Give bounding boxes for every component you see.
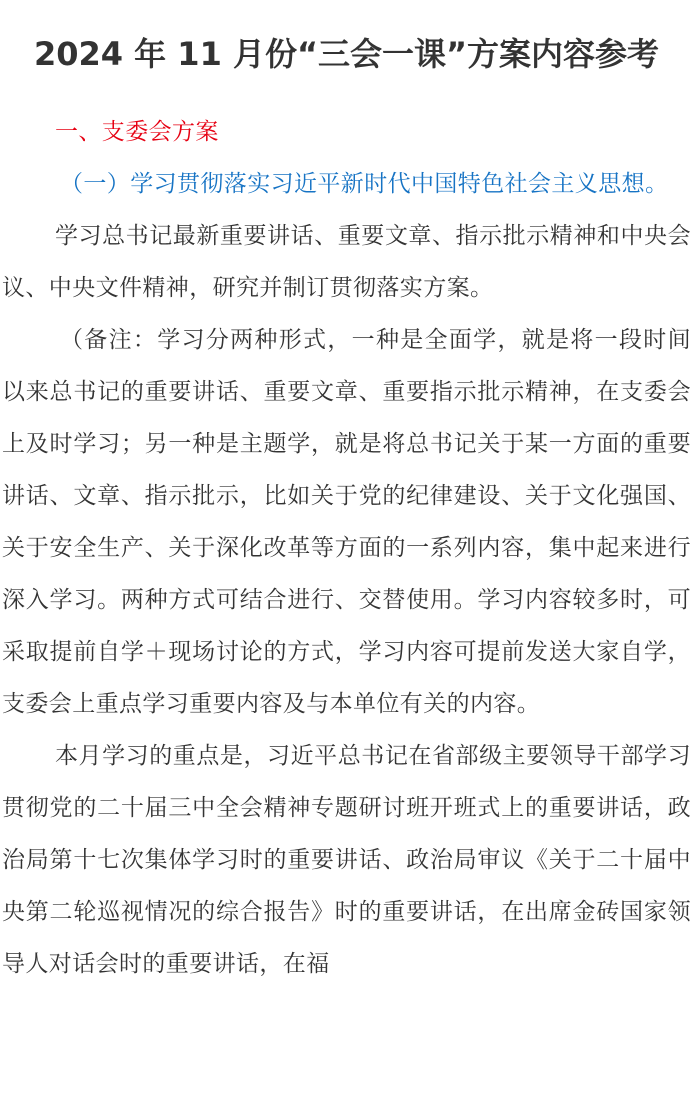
document-body [0,106,693,990]
paragraph-monthly-focus: 本月学习的重点是，习近平总书记在省部级主要领导干部学习贯彻党的二十届三中全会精神专题研讨班开班式上的重要讲话，政治局第十七次集体学习时的重要讲话、政治局审议《关于二十届中央第二轮巡视情况的综合报告》时的重要讲话，在出席金砖国家领导人对话会时的重要讲话，在福 [2,743,691,977]
paragraph-study-content: 学习总书记最新重要讲话、重要文章、指示批示精神和中央会议、中央文件精神，研究并制订贯彻落实方案。 [2,223,691,301]
subsection-heading-study: （一）学习贯彻落实习近平新时代中国特色社会主义思想。 [60,171,669,197]
document-title: 2024 年 11 月份“三会一课”方案内容参考 [33,35,660,73]
paragraph-remark: （备注：学习分两种形式，一种是全面学，就是将一段时间以来总书记的重要讲话、重要文章、重要指示批示精神，在支委会上及时学习；另一种是主题学，就是将总书记关于某一方面的重要讲话、文章、指示批示，比如关于党的纪律建设、关于文化强国、关于安全生产、关于深化改革等方面的一系列内容，集中起来进行深入学习。两种方式可结合进行、交替使用。学习内容较多时，可采取提前自学＋现场讨论的方式，学习内容可提前发送大家自学，支委会上重点学习重要内容及与本单位有关的内容。 [2,327,691,717]
section-heading-branch-committee: 一、支委会方案 [55,119,219,145]
